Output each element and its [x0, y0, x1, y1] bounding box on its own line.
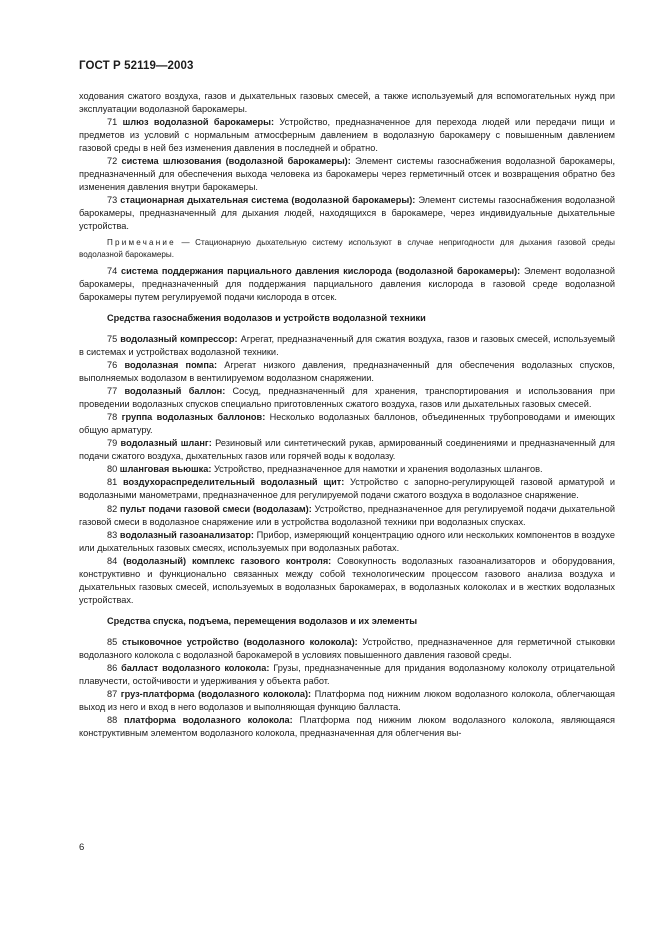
term-name: стационарная дыхательная система (водолазной барокамеры):	[120, 195, 416, 206]
term-definition: Резиновый или синтетический рукав, армированный соединениями и предназначенный для подачи сжатого воздуха, дыхательных газов или горячей воды к водолазу.	[79, 438, 615, 462]
term-number: 73	[107, 195, 118, 206]
term-name: система поддержания парциального давления кислорода (водолазной барокамеры):	[120, 265, 521, 276]
term-entry	[79, 155, 615, 194]
term-definition: Устройство, предназначенное для перехода людей или передачи пищи и предметов из условий с нормальным атмосферным давлением в водолазную барокамеру с повышенным давлением газовой среды в ней без изменения давления в последней и обратно.	[79, 117, 615, 154]
term-definition: Элемент системы газоснабжения водолазной барокамеры, предназначенный для обеспечения выхода человека из барокамеры через герметичный отсек и возвращения обратно без изменения давления внутри барокамеры.	[79, 156, 615, 193]
term-entry	[79, 503, 615, 529]
term-entry	[79, 194, 615, 233]
term-name: водолазный шланг:	[120, 438, 212, 449]
term-definition: Грузы, предназначенные для придания водолазному колоколу отрицательной плавучести, остойчивости и удерживания у объекта работ.	[79, 663, 615, 687]
note-label: Примечание	[107, 237, 176, 247]
term-name: шланговая вьюшка:	[119, 464, 212, 475]
term-number: 81	[107, 477, 118, 488]
term-name: водолазная помпа:	[124, 359, 218, 370]
term-name: (водолазный) комплекс газового контроля:	[123, 555, 332, 566]
page-header	[79, 60, 194, 72]
term-number: 72	[107, 156, 118, 167]
lead-paragraph: ходования сжатого воздуха, газов и дыхательных газовых смесей, а также используемый для вспомогательных нужд при эксплуатации водолазной барокамеры.	[79, 91, 615, 115]
term-number: 79	[107, 438, 118, 449]
term-name: воздухораспределительный водолазный щит:	[123, 477, 345, 488]
term-name: шлюз водолазной барокамеры:	[122, 117, 275, 128]
term-entry	[79, 463, 615, 476]
term-definition: Устройство с запорно-регулирующей газовой арматурой и водолазными манометрами, предназначенное для регулируемой подачи сжатого воздуха в водолазное снаряжение.	[79, 477, 615, 501]
term-number: 80	[107, 464, 118, 475]
term-name: водолазный баллон:	[124, 386, 226, 397]
term-entry	[79, 529, 615, 555]
term-list	[79, 333, 615, 607]
term-name: пульт подачи газовой смеси (водолазам):	[120, 503, 312, 514]
standard-designation: ГОСТ Р 52119—2003	[79, 60, 194, 72]
term-name: балласт водолазного колокола:	[121, 663, 270, 674]
term-definition: Элемент системы газоснабжения водолазной барокамеры, предназначенный для дыхания людей, находящихся в барокамере, через индивидуальные дыхательные устройства.	[79, 195, 615, 232]
term-entry	[79, 385, 615, 411]
note-text: — Стационарную дыхательную систему используют в случае непригодности для дыхания газовой среды водолазной барокамеры.	[79, 237, 615, 259]
term-definition: Агрегат низкого давления, предназначенный для обеспечения водолазных спусков, выполняемых водолазом в вентилируемом водолазном снаряжении.	[79, 359, 615, 384]
term-number: 75	[107, 333, 118, 344]
term-name: платформа водолазного колокола:	[124, 715, 293, 726]
term-name: система шлюзования (водолазной барокамеры):	[121, 156, 351, 167]
term-definition: Платформа под нижним люком водолазного колокола, являющаяся конструктивным элементом водолазного колокола, предназначенная для облегчения вы-	[79, 715, 615, 739]
term-definition: Прибор, измеряющий концентрацию одного или нескольких компонентов в воздухе или дыхательных газовых смесях, используемых при водолазных работах.	[79, 529, 615, 553]
term-number: 87	[107, 689, 118, 700]
term-entry	[79, 662, 615, 688]
term-definition: Устройство, предназначенное для герметичной стыковки водолазного колокола с водолазной барокамерой в условиях повышенного давления газовой среды.	[79, 636, 615, 660]
term-definition: Несколько водолазных баллонов, объединенных трубопроводами и имеющих общую арматуру.	[79, 412, 616, 436]
term-name: стыковочное устройство (водолазного колокола):	[121, 636, 358, 647]
term-number: 82	[107, 503, 118, 514]
section-heading: Средства спуска, подъема, перемещения водолазов и их элементы	[107, 615, 418, 626]
term-entry	[79, 265, 615, 304]
term-definition: Совокупность водолазных газоанализаторов и оборудования, конструктивно и функционально связанных между собой технологическим процессом газового анализа воздуха и дыхательных газовых смесей, используемых в водолазных барокамерах, в водолазных колоколах и в жестких водолазных устройствах.	[79, 555, 615, 605]
term-entry	[79, 636, 615, 662]
term-name: водолазный газоанализатор:	[119, 529, 254, 540]
section-heading: Средства газоснабжения водолазов и устройств водолазной техники	[107, 312, 426, 323]
term-list	[79, 116, 615, 233]
document-body	[79, 90, 615, 740]
term-entry	[79, 555, 615, 607]
term-entry	[79, 714, 615, 740]
term-list	[79, 636, 615, 740]
term-number: 76	[107, 359, 118, 370]
term-definition: Агрегат, предназначенный для сжатия воздуха, газов и газовых смесей, используемый в системах и устройствах водолазной техники.	[79, 333, 615, 357]
term-number: 88	[107, 715, 118, 726]
term-entry	[79, 333, 615, 359]
term-definition: Устройство, предназначенное для регулируемой подачи дыхательной газовой смеси в водолазное снаряжение или в устройства водолазной техники при водолазных спусках.	[79, 503, 615, 527]
term-entry	[79, 411, 615, 437]
term-number: 71	[107, 117, 118, 128]
term-entry	[79, 116, 615, 155]
term-name: группа водолазных баллонов:	[121, 412, 266, 423]
note	[79, 237, 615, 261]
term-entry	[79, 437, 615, 463]
term-definition: Сосуд, предназначенный для хранения, транспортирования и использования при проведении водолазных спусков специально приготовленных сжатого воздуха, газов или дыхательных газовых смесей.	[79, 386, 615, 410]
term-entry	[79, 688, 615, 714]
term-name: груз-платформа (водолазного колокола):	[120, 689, 312, 700]
term-number: 85	[107, 636, 118, 647]
term-entry	[79, 359, 615, 385]
term-definition: Элемент водолазной барокамеры, предназначенный для поддержания парциального давления кислорода в газовой среде водолазной барокамеры путем регулируемой подачи кислорода в отсек.	[79, 265, 615, 302]
term-name: водолазный компрессор:	[120, 333, 238, 344]
term-number: 84	[107, 555, 118, 566]
term-definition: Платформа под нижним люком водолазного колокола, облегчающая выход из него и вход в него водолазов и выполняющая функцию балласта.	[79, 689, 615, 713]
term-number: 74	[107, 265, 118, 276]
term-number: 83	[107, 529, 118, 540]
term-definition: Устройство, предназначенное для намотки и хранения водолазных шлангов.	[211, 464, 543, 475]
term-entry	[79, 476, 615, 502]
term-number: 78	[107, 412, 118, 423]
term-number: 86	[107, 663, 118, 674]
term-number: 77	[107, 386, 118, 397]
page-number: 6	[79, 842, 85, 853]
